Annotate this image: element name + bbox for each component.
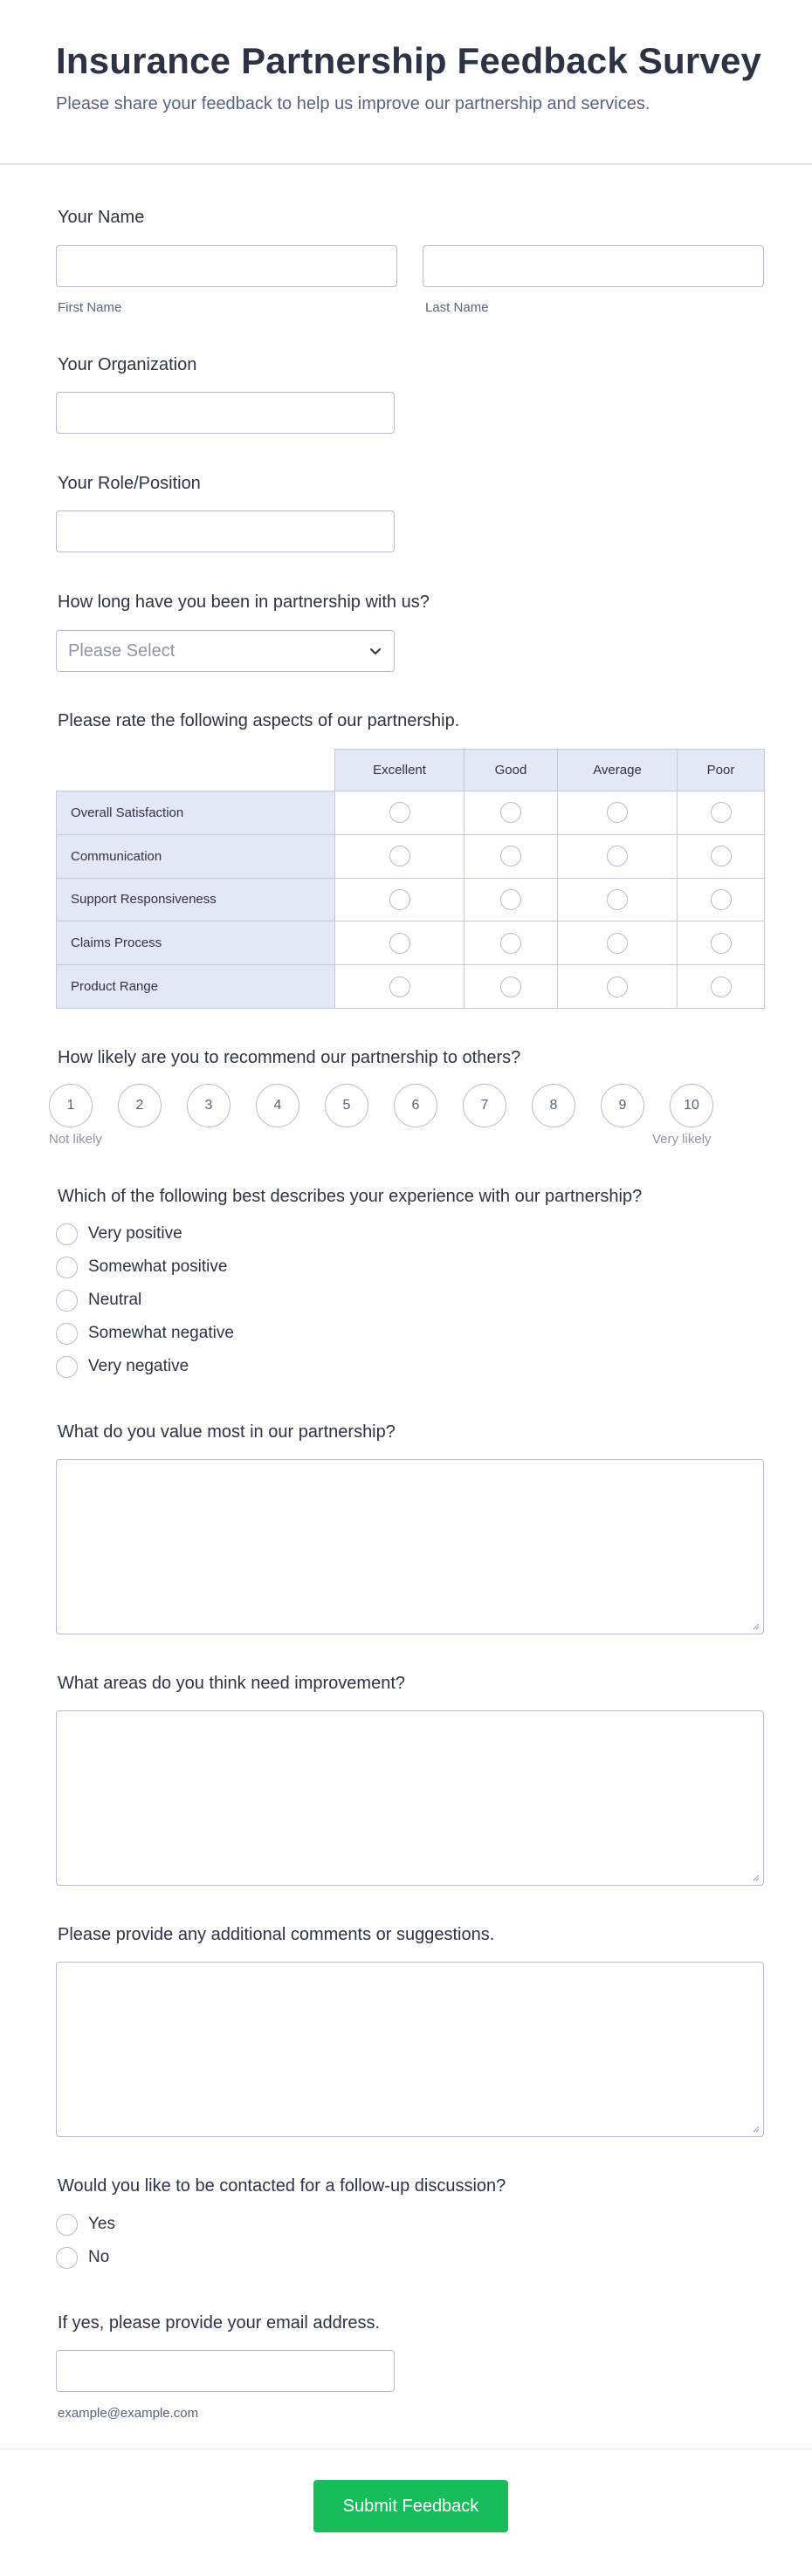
matrix-radio[interactable] (711, 976, 732, 997)
matrix-radio[interactable] (711, 802, 732, 823)
matrix-radio[interactable] (607, 846, 628, 867)
matrix-radio[interactable] (500, 976, 521, 997)
value-most-textarea[interactable] (56, 1459, 764, 1634)
matrix-row (57, 834, 765, 878)
role-input[interactable] (56, 510, 395, 552)
scale-option[interactable]: 5 (325, 1084, 368, 1127)
matrix-radio[interactable] (389, 933, 410, 954)
matrix-radio[interactable] (500, 846, 521, 867)
improvement-textarea[interactable] (56, 1710, 764, 1886)
matrix-radio[interactable] (711, 933, 732, 954)
duration-select-placeholder: Please Select (68, 641, 175, 661)
role-label: Your Role/Position (58, 474, 201, 493)
scale-option[interactable]: 9 (601, 1084, 644, 1127)
experience-label: Which of the following best describes your experience with our partnership? (58, 1187, 643, 1206)
matrix-column-header: Excellent (335, 750, 464, 791)
last-name-sublabel: Last Name (425, 300, 489, 315)
scale-option[interactable]: 8 (532, 1084, 575, 1127)
matrix-radio[interactable] (500, 933, 521, 954)
scale-option[interactable]: 3 (187, 1084, 231, 1127)
page-title: Insurance Partnership Feedback Survey (56, 40, 762, 81)
email-input[interactable] (56, 2350, 395, 2392)
matrix-radio[interactable] (711, 889, 732, 910)
rating-matrix (56, 749, 764, 1009)
organization-label: Your Organization (58, 355, 197, 374)
matrix-column-header: Good (464, 750, 558, 791)
matrix-radio[interactable] (389, 976, 410, 997)
duration-label: How long have you been in partnership with us? (58, 593, 430, 612)
experience-radio[interactable] (56, 1290, 78, 1312)
header-divider (0, 163, 812, 165)
matrix-row (57, 791, 765, 835)
matrix-column-header: Average (558, 750, 678, 791)
duration-select[interactable] (56, 630, 395, 672)
recommend-label: How likely are you to recommend our partnership to others? (58, 1048, 521, 1067)
matrix-row-label: Overall Satisfaction (57, 791, 335, 835)
experience-option-label: Very negative (88, 1357, 189, 1375)
scale-option[interactable]: 6 (394, 1084, 437, 1127)
followup-radio[interactable] (56, 2214, 78, 2236)
matrix-radio[interactable] (607, 933, 628, 954)
name-label: Your Name (58, 208, 145, 227)
submit-button[interactable]: Submit Feedback (313, 2480, 508, 2532)
matrix-row-label: Support Responsiveness (57, 878, 335, 921)
matrix-radio[interactable] (500, 802, 521, 823)
matrix-row-label: Claims Process (57, 921, 335, 965)
followup-option-label: No (88, 2248, 110, 2266)
experience-option-label: Neutral (88, 1291, 142, 1309)
value-most-label: What do you value most in our partnership? (58, 1422, 396, 1442)
matrix-radio[interactable] (607, 976, 628, 997)
matrix-radio[interactable] (711, 846, 732, 867)
experience-option-label: Somewhat negative (88, 1324, 234, 1342)
page-subtitle: Please share your feedback to help us improve our partnership and services. (56, 94, 650, 113)
scale-option[interactable]: 10 (670, 1084, 713, 1127)
matrix-row-label: Communication (57, 834, 335, 878)
scale-option[interactable]: 1 (49, 1084, 93, 1127)
scale-option[interactable]: 7 (463, 1084, 506, 1127)
chevron-down-icon (368, 643, 383, 659)
scale-option[interactable]: 4 (256, 1084, 299, 1127)
experience-radio[interactable] (56, 1356, 78, 1378)
matrix-column-header: Poor (678, 750, 765, 791)
comments-label: Please provide any additional comments or suggestions. (58, 1925, 495, 1944)
experience-option-label: Somewhat positive (88, 1257, 228, 1276)
improvement-label: What areas do you think need improvement? (58, 1674, 405, 1693)
matrix-radio[interactable] (389, 889, 410, 910)
matrix-label: Please rate the following aspects of our partnership. (58, 711, 460, 730)
matrix-row (57, 965, 765, 1009)
experience-radio[interactable] (56, 1223, 78, 1245)
experience-radio[interactable] (56, 1323, 78, 1345)
comments-textarea[interactable] (56, 1962, 764, 2137)
scale-option[interactable]: 2 (118, 1084, 162, 1127)
followup-option-label: Yes (88, 2215, 115, 2233)
scale-high-label: Very likely (652, 1132, 712, 1147)
matrix-radio[interactable] (607, 802, 628, 823)
experience-radio[interactable] (56, 1257, 78, 1278)
first-name-input[interactable] (56, 245, 397, 287)
matrix-row (57, 878, 765, 921)
scale-low-label: Not likely (49, 1132, 102, 1147)
matrix-radio[interactable] (500, 889, 521, 910)
email-label: If yes, please provide your email address. (58, 2313, 381, 2333)
organization-input[interactable] (56, 392, 395, 434)
resize-grip-icon[interactable] (752, 2125, 760, 2133)
followup-radio[interactable] (56, 2247, 78, 2269)
matrix-radio[interactable] (607, 889, 628, 910)
matrix-radio[interactable] (389, 846, 410, 867)
matrix-radio[interactable] (389, 802, 410, 823)
first-name-sublabel: First Name (58, 300, 122, 315)
resize-grip-icon[interactable] (752, 1874, 760, 1881)
experience-option-label: Very positive (88, 1224, 182, 1243)
matrix-row-label: Product Range (57, 965, 335, 1009)
matrix-row (57, 921, 765, 965)
last-name-input[interactable] (423, 245, 764, 287)
followup-label: Would you like to be contacted for a follow-up discussion? (58, 2176, 506, 2196)
resize-grip-icon[interactable] (752, 1622, 760, 1630)
email-sublabel: example@example.com (58, 2406, 199, 2421)
